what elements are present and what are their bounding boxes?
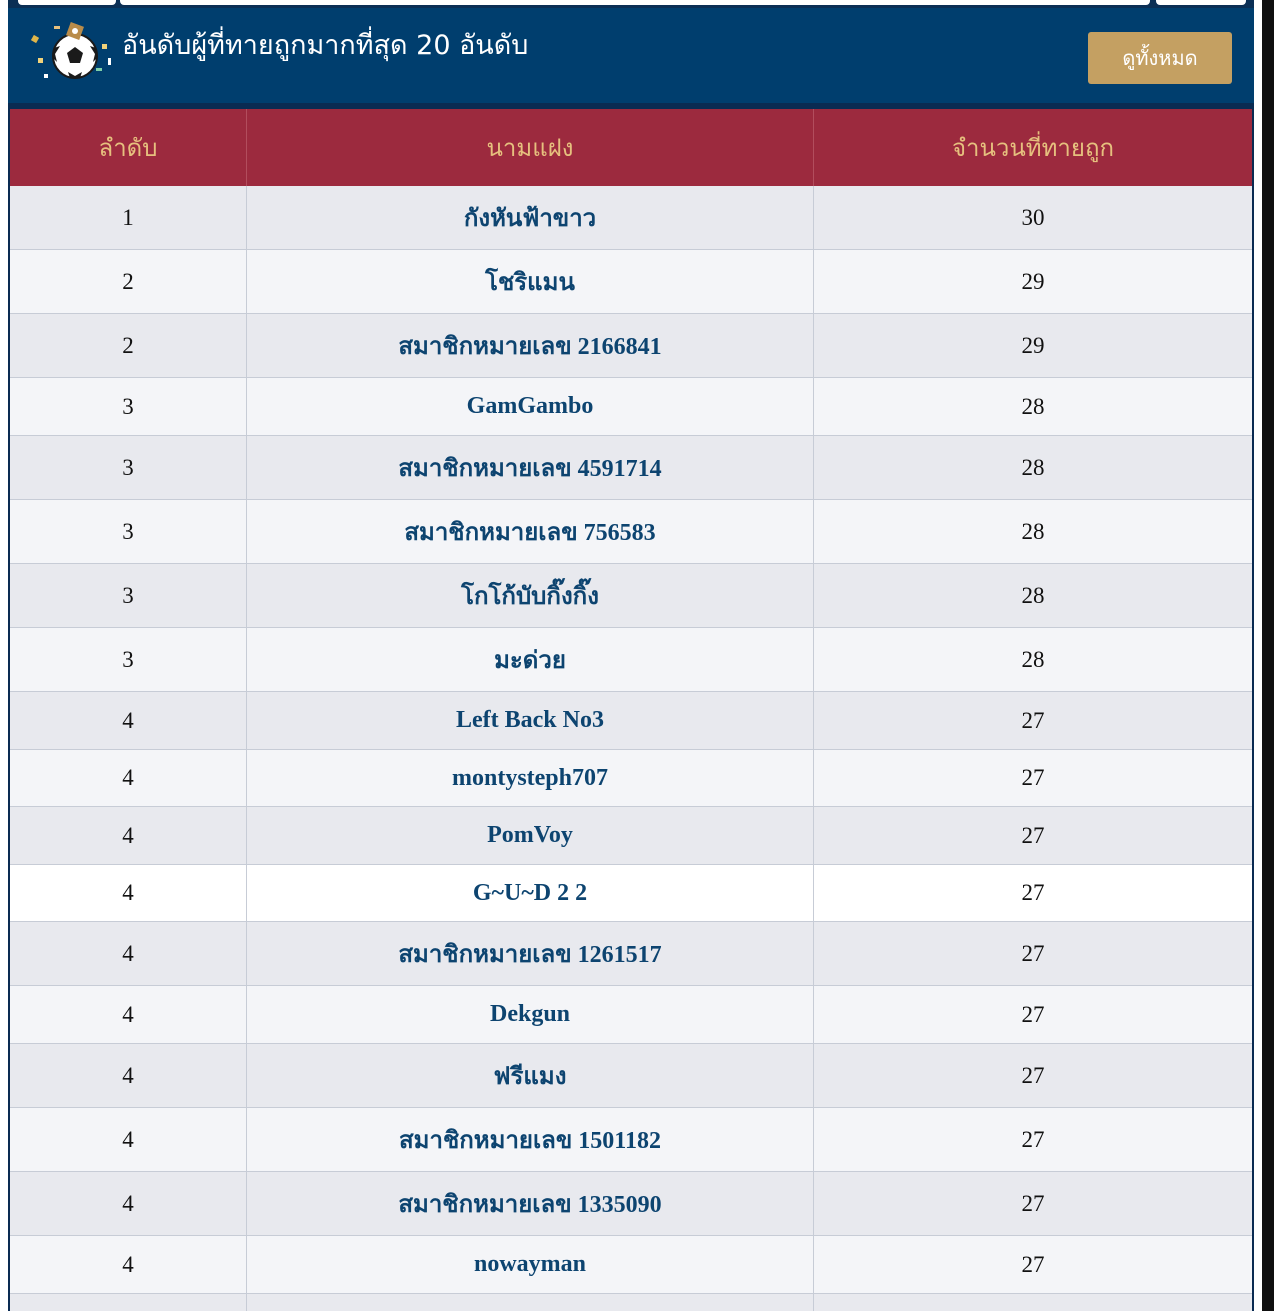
alias-cell[interactable]: G~U~D 2 2 [247,865,814,921]
table-row [10,436,1252,500]
rank-cell: 4 [10,1172,247,1235]
alias-cell[interactable]: สมาชิกหมายเลข 1261517 [247,922,814,985]
rank-cell: 3 [10,436,247,499]
rank-cell: 4 [10,692,247,749]
table-row [10,1236,1252,1294]
table-row [10,922,1252,986]
column-header-alias: นามแฝง [247,109,814,186]
alias-cell[interactable]: Left Back No3 [247,692,814,749]
table-row [10,500,1252,564]
correct-count-cell: 29 [1021,268,1045,294]
rank-cell: 4 [10,807,247,864]
alias-cell[interactable]: GamGambo [247,378,814,435]
rank-cell [10,1294,247,1311]
rank-cell: 2 [10,314,247,377]
top-nav-tab[interactable] [120,0,1150,5]
table-row [10,692,1252,750]
soccer-ball-icon [30,18,120,88]
alias-cell[interactable]: กังหันฟ้าขาว [247,186,814,249]
column-header-correct-count: จำนวนที่ทายถูก [951,134,1115,162]
correct-count-cell: 27 [1021,1190,1045,1216]
table-row [10,1044,1252,1108]
correct-count-cell: 28 [1021,454,1045,480]
rank-cell: 3 [10,564,247,627]
top-nav-strip [8,0,1254,8]
rank-cell: 3 [10,500,247,563]
correct-count-cell: 27 [1021,1001,1045,1027]
correct-count-cell: 27 [1021,765,1045,790]
leaderboard-header [8,8,1254,103]
table-row [10,986,1252,1044]
table-row [10,378,1252,436]
alias-cell[interactable]: สมาชิกหมายเลข 1335090 [247,1172,814,1235]
alias-cell[interactable]: สมาชิกหมายเลข 2166841 [247,314,814,377]
alias-cell[interactable]: โชริแมน [247,250,814,313]
alias-cell[interactable]: Dekgun [247,986,814,1043]
alias-cell[interactable]: สมาชิกหมายเลข 756583 [247,500,814,563]
correct-count-cell: 28 [1021,646,1045,672]
alias-cell[interactable]: สมาชิกหมายเลข 1501182 [247,1108,814,1171]
alias-cell[interactable]: โกโก้บับกิ๊งกิ๊ง [247,564,814,627]
correct-count-cell: 27 [1021,707,1045,733]
alias-cell [247,1294,814,1311]
top-nav-tab[interactable] [18,0,116,5]
rank-cell: 4 [10,1108,247,1171]
rank-cell: 4 [10,865,247,921]
table-row [10,250,1252,314]
leaderboard-title: อันดับผู้ที่ทายถูกมากที่สุด 20 อันดับ [122,30,529,61]
alias-cell[interactable]: สมาชิกหมายเลข 4591714 [247,436,814,499]
correct-count-cell: 27 [1021,822,1045,848]
top-nav-tab[interactable] [1156,0,1246,5]
rank-cell: 3 [10,378,247,435]
correct-count-cell [814,1294,1252,1311]
window-edge [1262,0,1274,1311]
correct-count-cell: 27 [1021,1062,1045,1088]
table-row [10,564,1252,628]
table-row [10,807,1252,865]
correct-count-cell: 27 [1021,940,1045,966]
leaderboard-table [8,109,1254,1311]
correct-count-cell: 30 [1021,204,1045,230]
table-row [10,865,1252,922]
table-row-partial [10,1294,1252,1311]
rank-cell: 4 [10,986,247,1043]
correct-count-cell: 27 [1021,880,1045,905]
correct-count-cell: 28 [1021,518,1045,544]
rank-cell: 2 [10,250,247,313]
column-header-rank: ลำดับ [10,109,247,186]
rank-cell: 4 [10,922,247,985]
rank-cell: 4 [10,1236,247,1293]
correct-count-cell: 27 [1021,1251,1045,1277]
alias-cell[interactable]: มะด่วย [247,628,814,691]
table-row [10,1108,1252,1172]
correct-count-cell: 29 [1021,332,1045,358]
table-row [10,314,1252,378]
alias-cell[interactable]: nowayman [247,1236,814,1293]
correct-count-cell: 27 [1021,1126,1045,1152]
alias-cell[interactable]: ฟรีแมง [247,1044,814,1107]
rank-cell: 3 [10,628,247,691]
table-row [10,1172,1252,1236]
table-row [10,186,1252,250]
alias-cell[interactable]: PomVoy [247,807,814,864]
table-row [10,628,1252,692]
rank-cell: 4 [10,750,247,806]
rank-cell: 4 [10,1044,247,1107]
view-all-button[interactable]: ดูทั้งหมด [1088,32,1232,84]
alias-cell[interactable]: montysteph707 [247,750,814,806]
correct-count-cell: 28 [1021,393,1045,419]
rank-cell: 1 [10,186,247,249]
table-row [10,750,1252,807]
correct-count-cell: 28 [1021,582,1045,608]
table-header-row [10,109,1252,186]
